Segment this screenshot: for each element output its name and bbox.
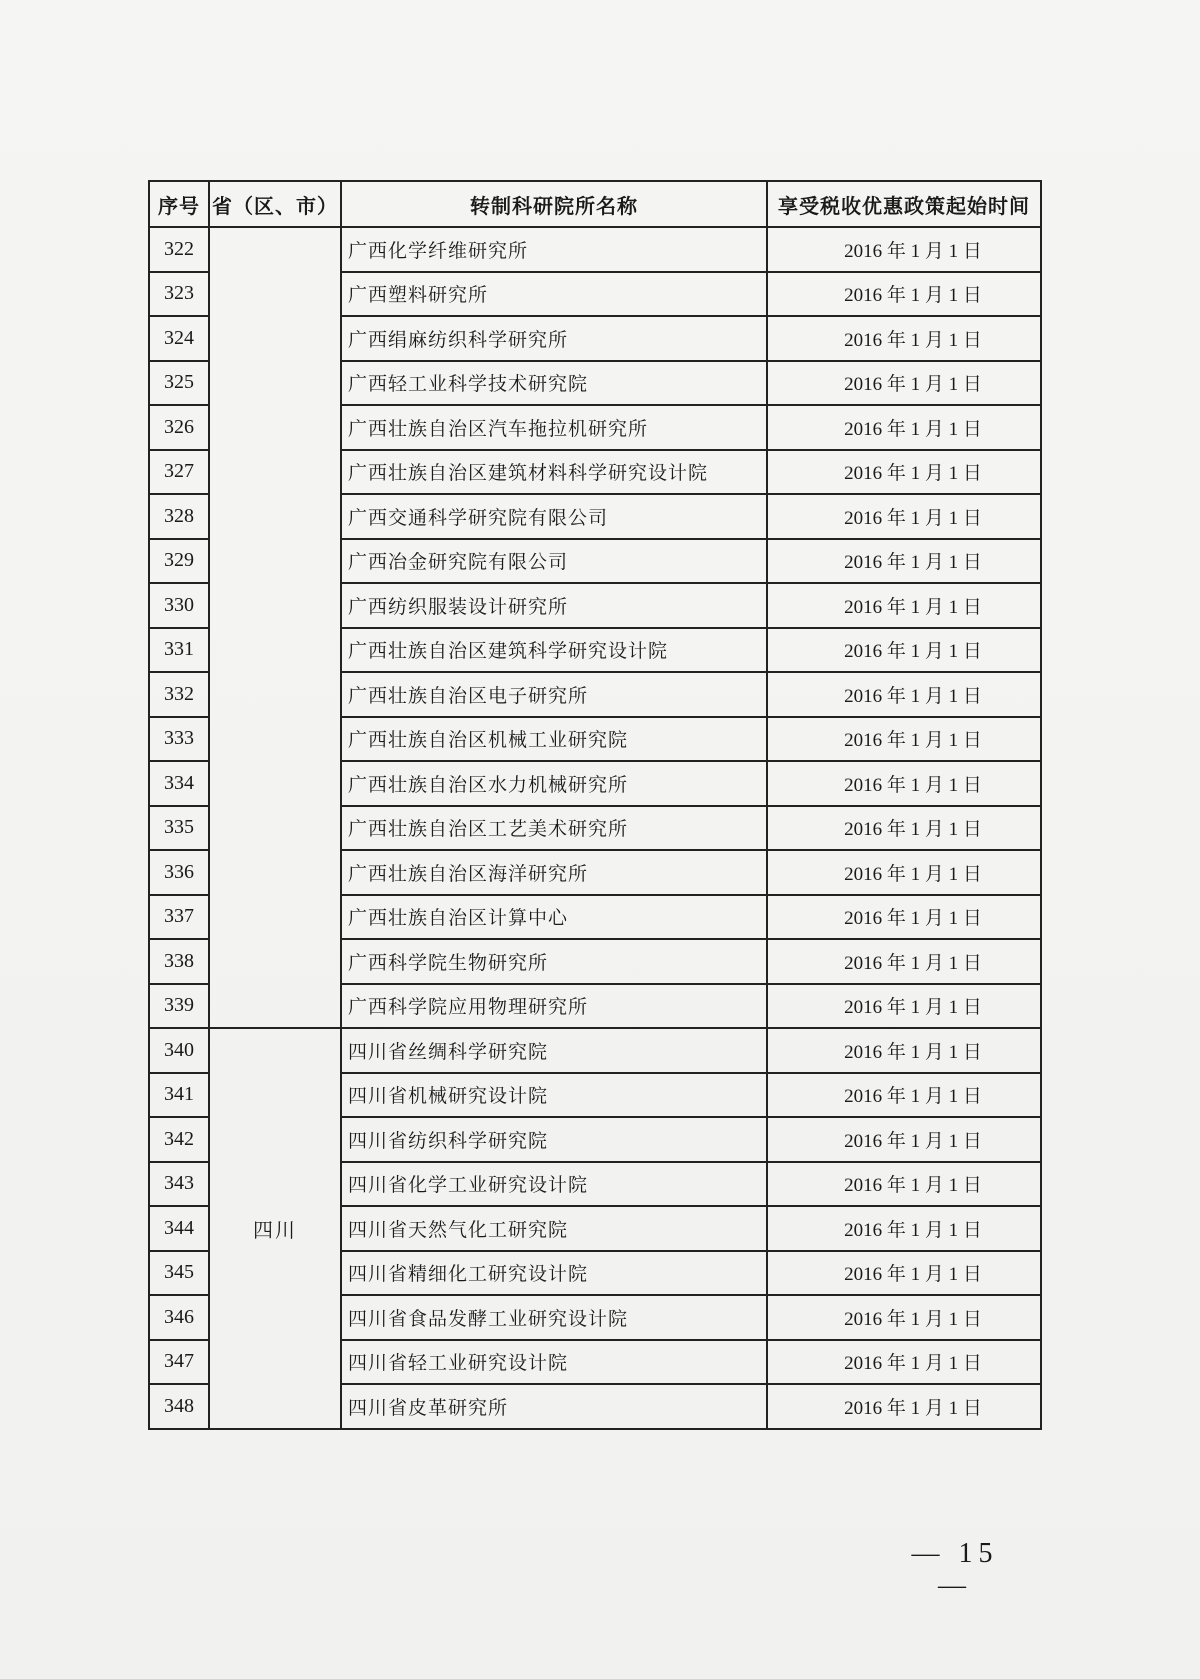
header-institute-name: 转制科研院所名称 bbox=[341, 181, 767, 227]
start-date-cell: 2016 年 1 月 1 日 bbox=[767, 850, 1041, 895]
start-date-cell: 2016 年 1 月 1 日 bbox=[767, 895, 1041, 940]
serial-number-cell: 341 bbox=[149, 1073, 209, 1118]
serial-number-cell: 345 bbox=[149, 1251, 209, 1296]
institute-name-cell: 四川省皮革研究所 bbox=[341, 1384, 767, 1429]
start-date-cell: 2016 年 1 月 1 日 bbox=[767, 1251, 1041, 1296]
serial-number-cell: 346 bbox=[149, 1295, 209, 1340]
institute-name-cell: 广西塑料研究所 bbox=[341, 272, 767, 317]
institute-name-cell: 四川省机械研究设计院 bbox=[341, 1073, 767, 1118]
start-date-cell: 2016 年 1 月 1 日 bbox=[767, 1073, 1041, 1118]
start-date-cell: 2016 年 1 月 1 日 bbox=[767, 984, 1041, 1029]
serial-number-cell: 331 bbox=[149, 628, 209, 673]
institute-name-cell: 广西壮族自治区水力机械研究所 bbox=[341, 761, 767, 806]
start-date-cell: 2016 年 1 月 1 日 bbox=[767, 939, 1041, 984]
province-cell bbox=[209, 227, 341, 1028]
institute-name-cell: 广西壮族自治区工艺美术研究所 bbox=[341, 806, 767, 851]
institute-name-cell: 广西交通科学研究院有限公司 bbox=[341, 494, 767, 539]
page-number: — 15 — bbox=[911, 1538, 999, 1601]
serial-number-cell: 327 bbox=[149, 450, 209, 495]
institute-name-cell: 广西科学院应用物理研究所 bbox=[341, 984, 767, 1029]
research-institute-table bbox=[148, 180, 1042, 1430]
start-date-cell: 2016 年 1 月 1 日 bbox=[767, 450, 1041, 495]
serial-number-cell: 343 bbox=[149, 1162, 209, 1207]
serial-number-cell: 335 bbox=[149, 806, 209, 851]
start-date-cell: 2016 年 1 月 1 日 bbox=[767, 272, 1041, 317]
serial-number-cell: 322 bbox=[149, 227, 209, 272]
table-row bbox=[149, 1028, 1041, 1073]
province-cell: 四川 bbox=[209, 1028, 341, 1429]
institute-name-cell: 广西壮族自治区计算中心 bbox=[341, 895, 767, 940]
serial-number-cell: 328 bbox=[149, 494, 209, 539]
serial-number-cell: 344 bbox=[149, 1206, 209, 1251]
serial-number-cell: 336 bbox=[149, 850, 209, 895]
serial-number-cell: 340 bbox=[149, 1028, 209, 1073]
institute-name-cell: 广西壮族自治区汽车拖拉机研究所 bbox=[341, 405, 767, 450]
table-body bbox=[149, 227, 1041, 1429]
start-date-cell: 2016 年 1 月 1 日 bbox=[767, 1028, 1041, 1073]
institute-name-cell: 四川省化学工业研究设计院 bbox=[341, 1162, 767, 1207]
start-date-cell: 2016 年 1 月 1 日 bbox=[767, 316, 1041, 361]
institute-name-cell: 广西绢麻纺织科学研究所 bbox=[341, 316, 767, 361]
serial-number-cell: 325 bbox=[149, 361, 209, 406]
institute-name-cell: 四川省丝绸科学研究院 bbox=[341, 1028, 767, 1073]
start-date-cell: 2016 年 1 月 1 日 bbox=[767, 1340, 1041, 1385]
header-serial-number: 序号 bbox=[149, 181, 209, 227]
start-date-cell: 2016 年 1 月 1 日 bbox=[767, 494, 1041, 539]
institute-name-cell: 广西轻工业科学技术研究院 bbox=[341, 361, 767, 406]
start-date-cell: 2016 年 1 月 1 日 bbox=[767, 405, 1041, 450]
serial-number-cell: 333 bbox=[149, 717, 209, 762]
institute-name-cell: 广西冶金研究院有限公司 bbox=[341, 539, 767, 584]
start-date-cell: 2016 年 1 月 1 日 bbox=[767, 1295, 1041, 1340]
start-date-cell: 2016 年 1 月 1 日 bbox=[767, 361, 1041, 406]
header-row bbox=[149, 181, 1041, 227]
serial-number-cell: 323 bbox=[149, 272, 209, 317]
serial-number-cell: 337 bbox=[149, 895, 209, 940]
start-date-cell: 2016 年 1 月 1 日 bbox=[767, 227, 1041, 272]
start-date-cell: 2016 年 1 月 1 日 bbox=[767, 583, 1041, 628]
table-header bbox=[149, 181, 1041, 227]
serial-number-cell: 332 bbox=[149, 672, 209, 717]
institute-name-cell: 广西壮族自治区电子研究所 bbox=[341, 672, 767, 717]
start-date-cell: 2016 年 1 月 1 日 bbox=[767, 761, 1041, 806]
header-province: 省（区、市） bbox=[209, 181, 341, 227]
institute-name-cell: 四川省天然气化工研究院 bbox=[341, 1206, 767, 1251]
start-date-cell: 2016 年 1 月 1 日 bbox=[767, 1117, 1041, 1162]
start-date-cell: 2016 年 1 月 1 日 bbox=[767, 539, 1041, 584]
institute-name-cell: 四川省食品发酵工业研究设计院 bbox=[341, 1295, 767, 1340]
institute-name-cell: 四川省纺织科学研究院 bbox=[341, 1117, 767, 1162]
start-date-cell: 2016 年 1 月 1 日 bbox=[767, 717, 1041, 762]
start-date-cell: 2016 年 1 月 1 日 bbox=[767, 1384, 1041, 1429]
institute-name-cell: 四川省精细化工研究设计院 bbox=[341, 1251, 767, 1296]
serial-number-cell: 338 bbox=[149, 939, 209, 984]
table-row bbox=[149, 227, 1041, 272]
serial-number-cell: 334 bbox=[149, 761, 209, 806]
institute-name-cell: 广西壮族自治区建筑科学研究设计院 bbox=[341, 628, 767, 673]
start-date-cell: 2016 年 1 月 1 日 bbox=[767, 1206, 1041, 1251]
institute-name-cell: 广西纺织服装设计研究所 bbox=[341, 583, 767, 628]
start-date-cell: 2016 年 1 月 1 日 bbox=[767, 806, 1041, 851]
serial-number-cell: 348 bbox=[149, 1384, 209, 1429]
start-date-cell: 2016 年 1 月 1 日 bbox=[767, 628, 1041, 673]
serial-number-cell: 342 bbox=[149, 1117, 209, 1162]
institute-name-cell: 广西壮族自治区建筑材料科学研究设计院 bbox=[341, 450, 767, 495]
serial-number-cell: 329 bbox=[149, 539, 209, 584]
start-date-cell: 2016 年 1 月 1 日 bbox=[767, 672, 1041, 717]
start-date-cell: 2016 年 1 月 1 日 bbox=[767, 1162, 1041, 1207]
serial-number-cell: 324 bbox=[149, 316, 209, 361]
institute-name-cell: 广西壮族自治区海洋研究所 bbox=[341, 850, 767, 895]
serial-number-cell: 339 bbox=[149, 984, 209, 1029]
serial-number-cell: 326 bbox=[149, 405, 209, 450]
institute-name-cell: 广西科学院生物研究所 bbox=[341, 939, 767, 984]
serial-number-cell: 347 bbox=[149, 1340, 209, 1385]
institute-name-cell: 广西化学纤维研究所 bbox=[341, 227, 767, 272]
header-start-date: 享受税收优惠政策起始时间 bbox=[767, 181, 1041, 227]
serial-number-cell: 330 bbox=[149, 583, 209, 628]
institute-name-cell: 广西壮族自治区机械工业研究院 bbox=[341, 717, 767, 762]
institute-name-cell: 四川省轻工业研究设计院 bbox=[341, 1340, 767, 1385]
